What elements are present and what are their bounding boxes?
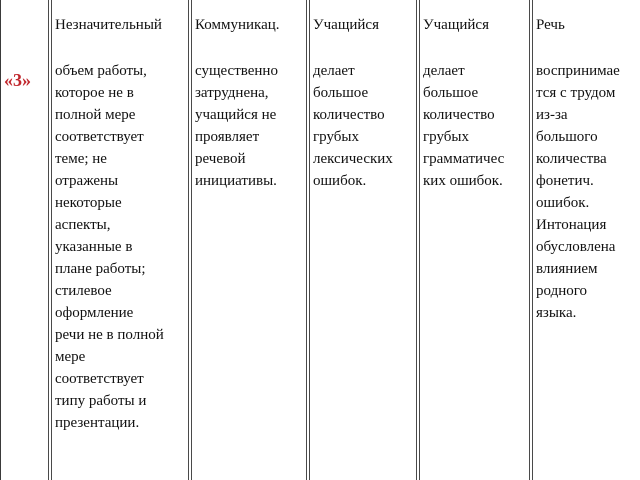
column-divider-2 [188,0,192,480]
column-divider-1 [48,0,52,480]
criterion-phonetics-cell [536,0,640,346]
criterion-text: делает большое количество грубых грамматичес ких ошибок. [423,63,505,189]
criterion-header: Незначительный [55,17,162,33]
column-divider-3 [306,0,310,480]
criterion-text: существенно затруднена, учащийся не проявляет речевой инициативы. [195,63,278,189]
criterion-lexical-cell [313,0,415,214]
column-divider-5 [529,0,533,480]
criterion-communication-cell [195,0,305,214]
table-border-left [0,0,1,480]
criterion-text: объем работы, которое не в полной мере соответствует теме; не отражены некоторые аспекты, указанные в плане работы; стилевое оформление речи не в полной мере соответствует типу работы и презентации. [55,63,164,431]
criterion-text: воспринимае тся с трудом из-за большого количества фонетич. ошибок. Интонация обусловлена влиянием родного языка. [536,63,620,321]
criterion-text: делает большое количество грубых лексических ошибок. [313,63,393,189]
criterion-content-cell [55,0,187,456]
grade-label: «3» [4,70,31,90]
criterion-header: Коммуникац. [195,17,280,33]
criterion-grammar-cell [423,0,528,214]
column-divider-4 [416,0,420,480]
criterion-header: Учащийся [423,17,489,33]
criterion-header: Речь [536,17,565,33]
criterion-header: Учащийся [313,17,379,33]
